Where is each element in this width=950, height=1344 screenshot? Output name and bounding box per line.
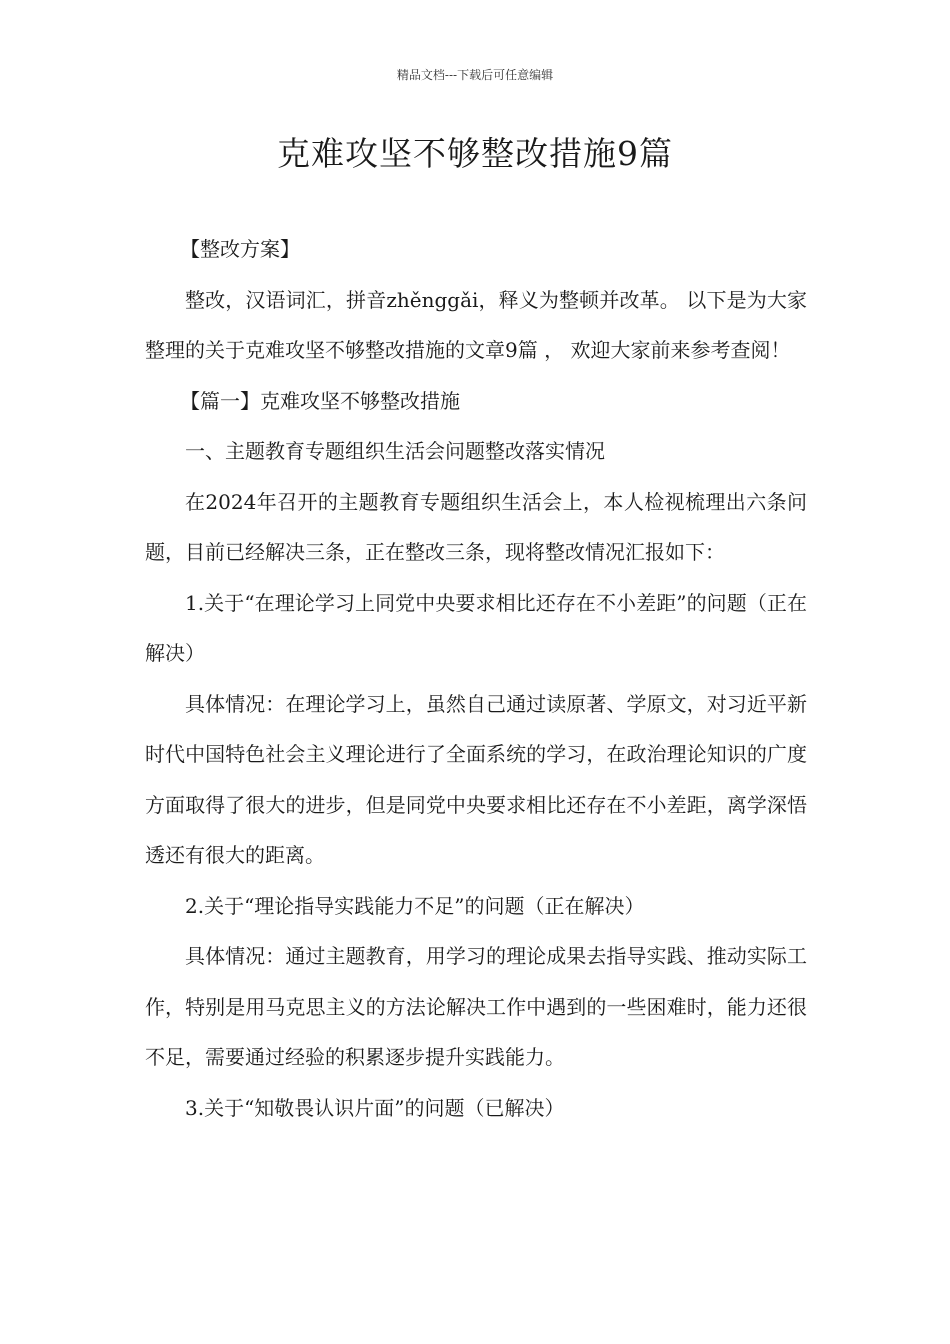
subheading-implementation-status: 一、主题教育专题组织生活会问题整改落实情况	[185, 439, 605, 463]
issue-heading-1: 1.关于“在理论学习上同党中央要求相比还存在不小差距”的问题（正在解决）	[145, 590, 807, 665]
section-heading-rectification-plan: 【整改方案】	[180, 237, 300, 261]
issue-heading-2: 2.关于“理论指导实践能力不足”的问题（正在解决）	[185, 893, 645, 918]
document-body	[145, 224, 807, 1133]
section-heading-part-one: 【篇一】克难攻坚不够整改措施	[180, 388, 460, 413]
issue-heading-3: 3.关于“知敬畏认识片面”的问题（已解决）	[185, 1095, 565, 1120]
issue-detail-1: 具体情况：在理论学习上，虽然自己通过读原著、学原文，对习近平新时代中国特色社会主义理论进行了全面系统的学习，在政治理论知识的广度方面取得了很大的进步，但是同党中央要求相比还存在不小差距，离学深悟透还有很大的距离。	[145, 691, 807, 867]
header-note: 精品文档---下载后可任意编辑	[396, 68, 554, 82]
document-title: 克难攻坚不够整改措施9篇	[277, 134, 673, 173]
issue-detail-2: 具体情况：通过主题教育，用学习的理论成果去指导实践、推动实际工作，特别是用马克思主义的方法论解决工作中遇到的一些困难时，能力还很不足，需要通过经验的积累逐步提升实践能力。	[145, 944, 807, 1069]
body-paragraph: 在2024年召开的主题教育专题组织生活会上，本人检视梳理出六条问题，目前已经解决三条，正在整改三条，现将整改情况汇报如下：	[145, 489, 807, 564]
intro-paragraph: 整改，汉语词汇，拼音zhěnggǎi，释义为整顿并改革。 以下是为大家整理的关于克难攻坚不够整改措施的文章9篇 ， 欢迎大家前来参考查阅！	[145, 287, 807, 362]
